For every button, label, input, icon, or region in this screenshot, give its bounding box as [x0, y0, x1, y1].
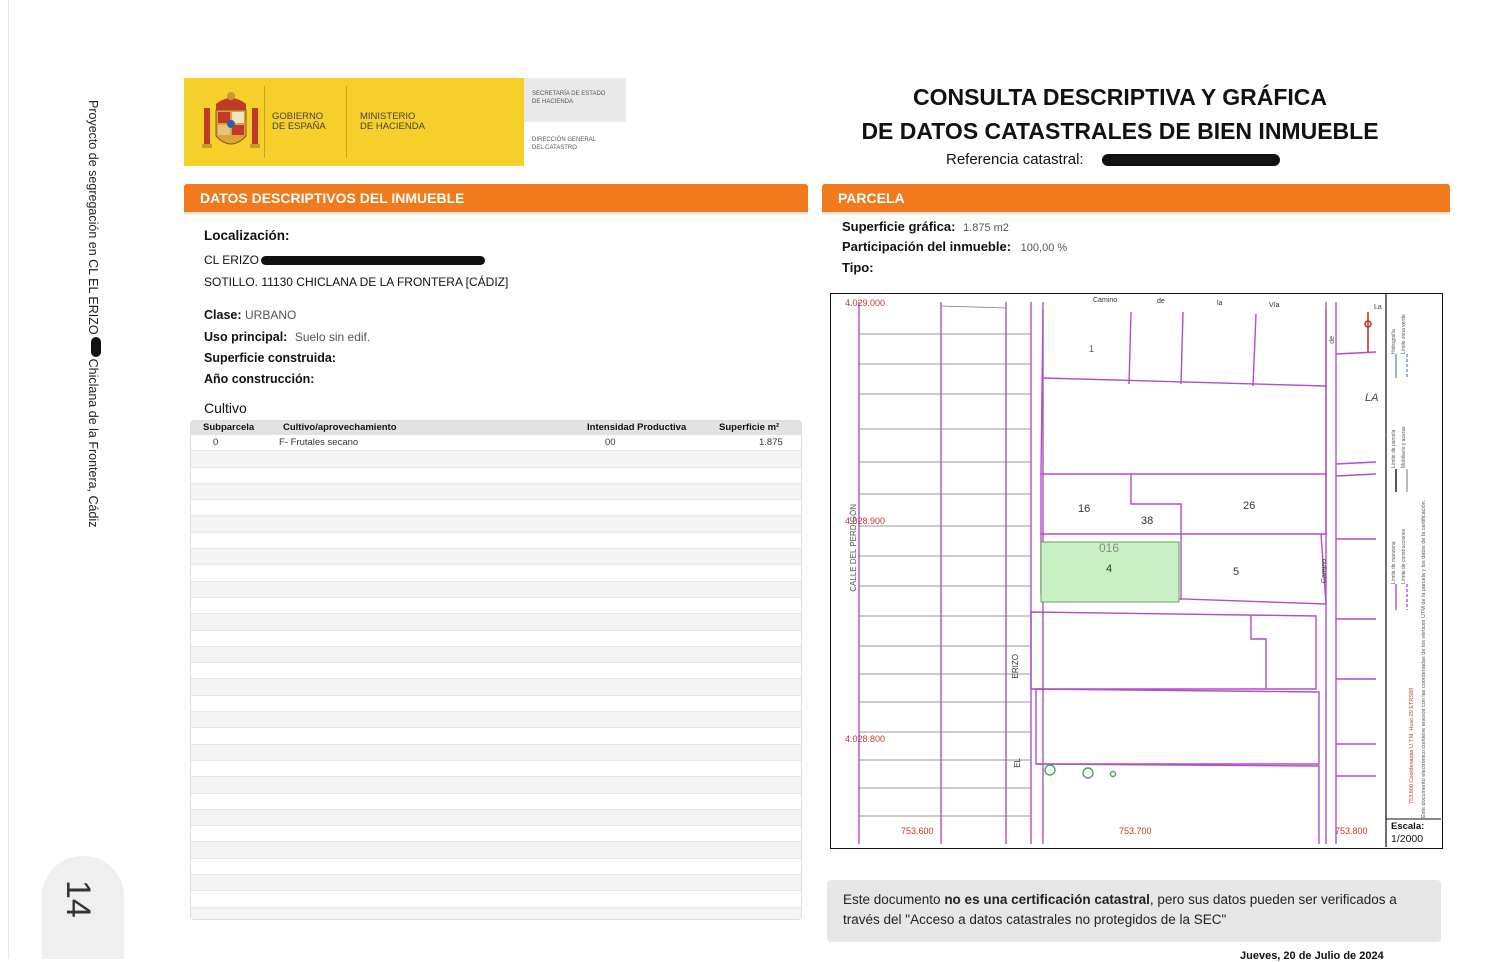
superficie-grafica-value: 1.875 m2 — [963, 222, 1009, 234]
table-row-empty — [191, 565, 801, 581]
uso-field: Uso principal: Suelo sin edif. — [204, 330, 371, 344]
table-row-empty — [191, 777, 801, 793]
footer-date: Jueves, 20 de Julio de 2024 — [1240, 950, 1384, 962]
cadastral-reference — [946, 151, 1280, 168]
legend-note: Este documento electrónico contiene anexos con las coordenadas de los vértices UTM de la parcela y los datos de la certificación. — [1421, 499, 1427, 818]
table-row-empty — [191, 598, 801, 614]
side-caption — [86, 100, 101, 527]
logo-divider — [346, 86, 347, 158]
table-row-empty — [191, 712, 801, 728]
address-line-2: SOTILLO. 11130 CHICLANA DE LA FRONTERA [CÁDIZ] — [204, 275, 509, 289]
cadastral-map — [830, 293, 1443, 849]
table-header: Subparcela Cultivo/aprovechamiento Intensidad Productiva Superficie m² — [191, 421, 801, 435]
street-left: CALLE DEL PERDIGÓN — [849, 504, 858, 592]
coord-y-mid: 4.028.900 — [845, 516, 886, 526]
table-row-empty — [191, 516, 801, 532]
table-row-empty — [191, 679, 801, 695]
page-number: 14 — [59, 880, 97, 918]
table-row-empty — [191, 468, 801, 484]
anio-construccion-label: Año construcción: — [204, 372, 315, 386]
address-line-1: CL ERIZO — [204, 253, 485, 267]
table-row-empty — [191, 631, 801, 647]
localizacion-label: Localización: — [204, 228, 290, 243]
label-la: LA — [1365, 392, 1379, 404]
table-row-empty — [191, 761, 801, 777]
street-camino: Camino — [1321, 559, 1328, 584]
parcel-label-16: 16 — [1078, 503, 1091, 515]
tipo-label: Tipo: — [842, 260, 874, 275]
logo-secretaria: SECRETARÍA DE ESTADO DE HACIENDA — [532, 91, 606, 105]
legend-item-1: Límite de manzana — [1391, 541, 1397, 584]
logo-direccion: DIRECCIÓN GENERAL DEL CATASTRO — [532, 137, 597, 151]
coord-y-low: 4.028.800 — [845, 734, 886, 744]
parcel-label-5: 5 — [1233, 566, 1240, 578]
redaction-mark — [261, 256, 485, 265]
redaction-mark — [91, 337, 101, 357]
coat-of-arms-icon — [200, 90, 262, 156]
legend-item-2: Límite de parcela — [1391, 429, 1397, 468]
table-row-empty — [191, 875, 801, 891]
parcel-label-4: 4 — [1106, 563, 1113, 575]
table-row-empty — [191, 647, 801, 663]
side-caption-end: Chiclana de la Frontera, Cádiz — [86, 358, 100, 528]
cultivo-title: Cultivo — [204, 400, 247, 416]
table-row-empty — [191, 484, 801, 500]
cultivo-table — [190, 420, 802, 920]
coord-x-2: 753.700 — [1119, 826, 1152, 836]
coord-x-1: 753.600 — [901, 826, 934, 836]
street-top-1: Camino — [1093, 297, 1118, 304]
clase-field: Clase: URBANO — [204, 308, 297, 322]
clase-value: URBANO — [245, 308, 297, 322]
table-row-empty — [191, 859, 801, 875]
table-row-empty — [191, 663, 801, 679]
table-row-empty — [191, 826, 801, 842]
logo-gobierno: GOBIERNO DE ESPAÑA — [272, 111, 326, 132]
table-row-empty — [191, 696, 801, 712]
scale-value: 1/2000 — [1391, 833, 1424, 845]
logo-ministerio: MINISTERIO DE HACIENDA — [360, 111, 425, 132]
legend-item-4: Límite de construcciones — [1401, 528, 1407, 584]
legend-item-5: Mobiliario y aceras — [1401, 426, 1407, 468]
street-top-2: de — [1157, 298, 1165, 305]
street-el: EL — [1013, 758, 1022, 768]
parcel-label-26: 26 — [1243, 500, 1256, 512]
table-row: 0 F- Frutales secano 00 1.875 — [191, 435, 801, 451]
table-row-empty — [191, 842, 801, 858]
coord-y-top: 4.029.000 — [845, 298, 886, 308]
table-row-empty — [191, 533, 801, 549]
uso-value: Suelo sin edif. — [294, 330, 371, 344]
table-row-empty — [191, 549, 801, 565]
table-row-empty — [191, 451, 801, 467]
redaction-mark — [1102, 154, 1280, 166]
section-header-parcela: PARCELA — [822, 184, 1450, 212]
table-row-empty — [191, 810, 801, 826]
map-drawing — [831, 294, 1441, 847]
page-edge-line — [8, 0, 9, 959]
label-de: de — [1329, 336, 1336, 344]
parcel-label-016: 016 — [1099, 541, 1120, 555]
superficie-construida-label: Superficie construida: — [204, 351, 336, 365]
participacion-value: 100,00 % — [1020, 242, 1068, 254]
participacion-field: Participación del inmueble: 100,00 % — [842, 239, 1068, 254]
legend-item-3: Hidrografía — [1391, 329, 1397, 354]
street-erizo: ERIZO — [1011, 654, 1020, 679]
table-row-empty — [191, 728, 801, 744]
legend-coords: 753.800 Coordenadas U.T.M. Huso 29 ETRS89 — [1409, 687, 1415, 804]
parcel-label-1: 1 — [1089, 344, 1095, 354]
table-row-empty — [191, 908, 801, 920]
table-row-empty — [191, 614, 801, 630]
legend-item-6: Límite zona verde — [1401, 314, 1407, 354]
street-top-4: Vía — [1269, 302, 1280, 309]
logo-divider — [264, 86, 265, 158]
coord-x-3: 753.800 — [1335, 826, 1368, 836]
document-title: CONSULTA DESCRIPTIVA Y GRÁFICA DE DATOS CATASTRALES DE BIEN INMUEBLE — [861, 84, 1379, 144]
table-row-empty — [191, 745, 801, 761]
scale-label: Escala: — [1391, 821, 1425, 832]
superficie-grafica-field: Superficie gráfica: 1.875 m2 — [842, 219, 1009, 234]
section-header-datos: DATOS DESCRIPTIVOS DEL INMUEBLE — [184, 184, 808, 212]
government-logo — [184, 78, 626, 166]
table-row-empty — [191, 582, 801, 598]
parcel-label-38: 38 — [1141, 515, 1154, 527]
street-top-3: la — [1217, 300, 1223, 307]
table-row-empty — [191, 794, 801, 810]
cadastral-reference-label: Referencia catastral: — [946, 151, 1084, 168]
label-la-small: La — [1374, 304, 1382, 311]
table-row-empty — [191, 500, 801, 516]
table-row-empty — [191, 891, 801, 907]
verification-notice: Este documento no es una certificación catastral, pero sus datos pueden ser verificados a través del "Acceso a datos catastrales no protegidos de la SEC" — [827, 880, 1441, 942]
side-caption-start: Proyecto de segregación en CL EL ERIZO — [86, 100, 100, 335]
